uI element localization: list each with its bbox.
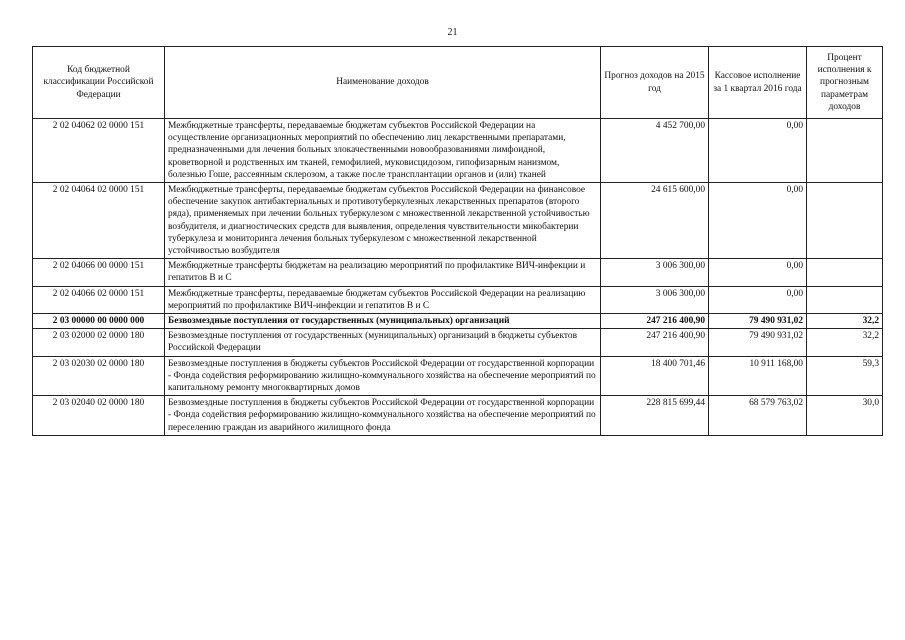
row-percent xyxy=(807,259,883,286)
row-name: Межбюджетные трансферты, передаваемые бюджетам субъектов Российской Федерации на осуществление организационных мероприятий по обеспечению лиц лекарственными препаратами, предназначенными для лечения больных злокачественными новообразованиями лимфоидной, кроветворной и родственных им тканей, гемофилией, муковисцидозом, гипофизарным нанизмом, болезнью Гоше, рассеянным склерозом, а также после трансплантации органов и (или) тканей xyxy=(165,119,601,183)
table-row xyxy=(33,329,883,356)
row-code: 2 03 00000 00 0000 000 xyxy=(33,314,165,329)
row-name: Межбюджетные трансферты бюджетам на реализацию мероприятий по профилактике ВИЧ-инфекции и гепатитов В и С xyxy=(165,259,601,286)
table-row xyxy=(33,183,883,259)
row-code: 2 02 04064 02 0000 151 xyxy=(33,183,165,259)
row-name: Безвозмездные поступления в бюджеты субъектов Российской Федерации от государственной корпорации - Фонда содействия реформированию жилищно-коммунального хозяйства на обеспечение мероприятий по переселению граждан из аварийного жилищного фонда xyxy=(165,396,601,436)
row-percent: 30,0 xyxy=(807,396,883,436)
row-exec: 79 490 931,02 xyxy=(709,314,807,329)
row-name: Безвозмездные поступления от государственных (муниципальных) организаций в бюджеты субъектов Российской Федерации xyxy=(165,329,601,356)
row-name: Безвозмездные поступления от государственных (муниципальных) организаций xyxy=(165,314,601,329)
row-percent xyxy=(807,183,883,259)
row-code: 2 02 04066 02 0000 151 xyxy=(33,286,165,313)
table-body xyxy=(33,119,883,436)
table-row xyxy=(33,286,883,313)
row-exec: 79 490 931,02 xyxy=(709,329,807,356)
header-plan: Прогноз доходов на 2015 год xyxy=(601,47,709,119)
row-plan: 247 216 400,90 xyxy=(601,329,709,356)
row-plan: 228 815 699,44 xyxy=(601,396,709,436)
row-percent: 32,2 xyxy=(807,329,883,356)
table-row xyxy=(33,396,883,436)
table-row xyxy=(33,314,883,329)
row-exec: 0,00 xyxy=(709,119,807,183)
row-percent: 32,2 xyxy=(807,314,883,329)
row-exec: 0,00 xyxy=(709,183,807,259)
row-plan: 24 615 600,00 xyxy=(601,183,709,259)
row-exec: 0,00 xyxy=(709,259,807,286)
header-exec: Кассовое исполнение за 1 квартал 2016 года xyxy=(709,47,807,119)
row-name: Межбюджетные трансферты, передаваемые бюджетам субъектов Российской Федерации на реализацию мероприятий по профилактике ВИЧ-инфекции и гепатитов В и С xyxy=(165,286,601,313)
row-percent xyxy=(807,119,883,183)
row-plan: 3 006 300,00 xyxy=(601,286,709,313)
row-name: Безвозмездные поступления в бюджеты субъектов Российской Федерации от государственной корпорации - Фонда содействия реформированию жилищно-коммунального хозяйства на обеспечение мероприятий по капитальному ремонту многоквартирных домов xyxy=(165,356,601,396)
row-exec: 10 911 168,00 xyxy=(709,356,807,396)
header-pct: Процент исполнения к прогнозным параметрам доходов xyxy=(807,47,883,119)
table-row xyxy=(33,119,883,183)
row-exec: 0,00 xyxy=(709,286,807,313)
header-code: Код бюджетной классификации Российской Федерации xyxy=(33,47,165,119)
table-row xyxy=(33,356,883,396)
row-code: 2 03 02000 02 0000 180 xyxy=(33,329,165,356)
row-plan: 247 216 400,90 xyxy=(601,314,709,329)
row-name: Межбюджетные трансферты, передаваемые бюджетам субъектов Российской Федерации на финансовое обеспечение закупок антибактериальных и противотуберкулезных лекарственных препаратов (второго ряда), применяемых при лечении больных туберкулезом с множественной лекарственной устойчивостью возбудителя, и диагностических средств для выявления, определения чувствительности микобактерии туберкулеза и мониторинга лечения больных туберкулезом с множественной лекарственной устойчивостью возбудителя xyxy=(165,183,601,259)
row-percent xyxy=(807,286,883,313)
header-row xyxy=(33,47,883,119)
row-code: 2 03 02040 02 0000 180 xyxy=(33,396,165,436)
budget-table xyxy=(32,46,883,436)
header-name: Наименование доходов xyxy=(165,47,601,119)
row-code: 2 02 04066 00 0000 151 xyxy=(33,259,165,286)
row-exec: 68 579 763,02 xyxy=(709,396,807,436)
row-plan: 4 452 700,00 xyxy=(601,119,709,183)
row-plan: 18 400 701,46 xyxy=(601,356,709,396)
table-row xyxy=(33,259,883,286)
row-plan: 3 006 300,00 xyxy=(601,259,709,286)
row-code: 2 03 02030 02 0000 180 xyxy=(33,356,165,396)
row-code: 2 02 04062 02 0000 151 xyxy=(33,119,165,183)
row-percent: 59,3 xyxy=(807,356,883,396)
page-number: 21 xyxy=(447,27,458,38)
